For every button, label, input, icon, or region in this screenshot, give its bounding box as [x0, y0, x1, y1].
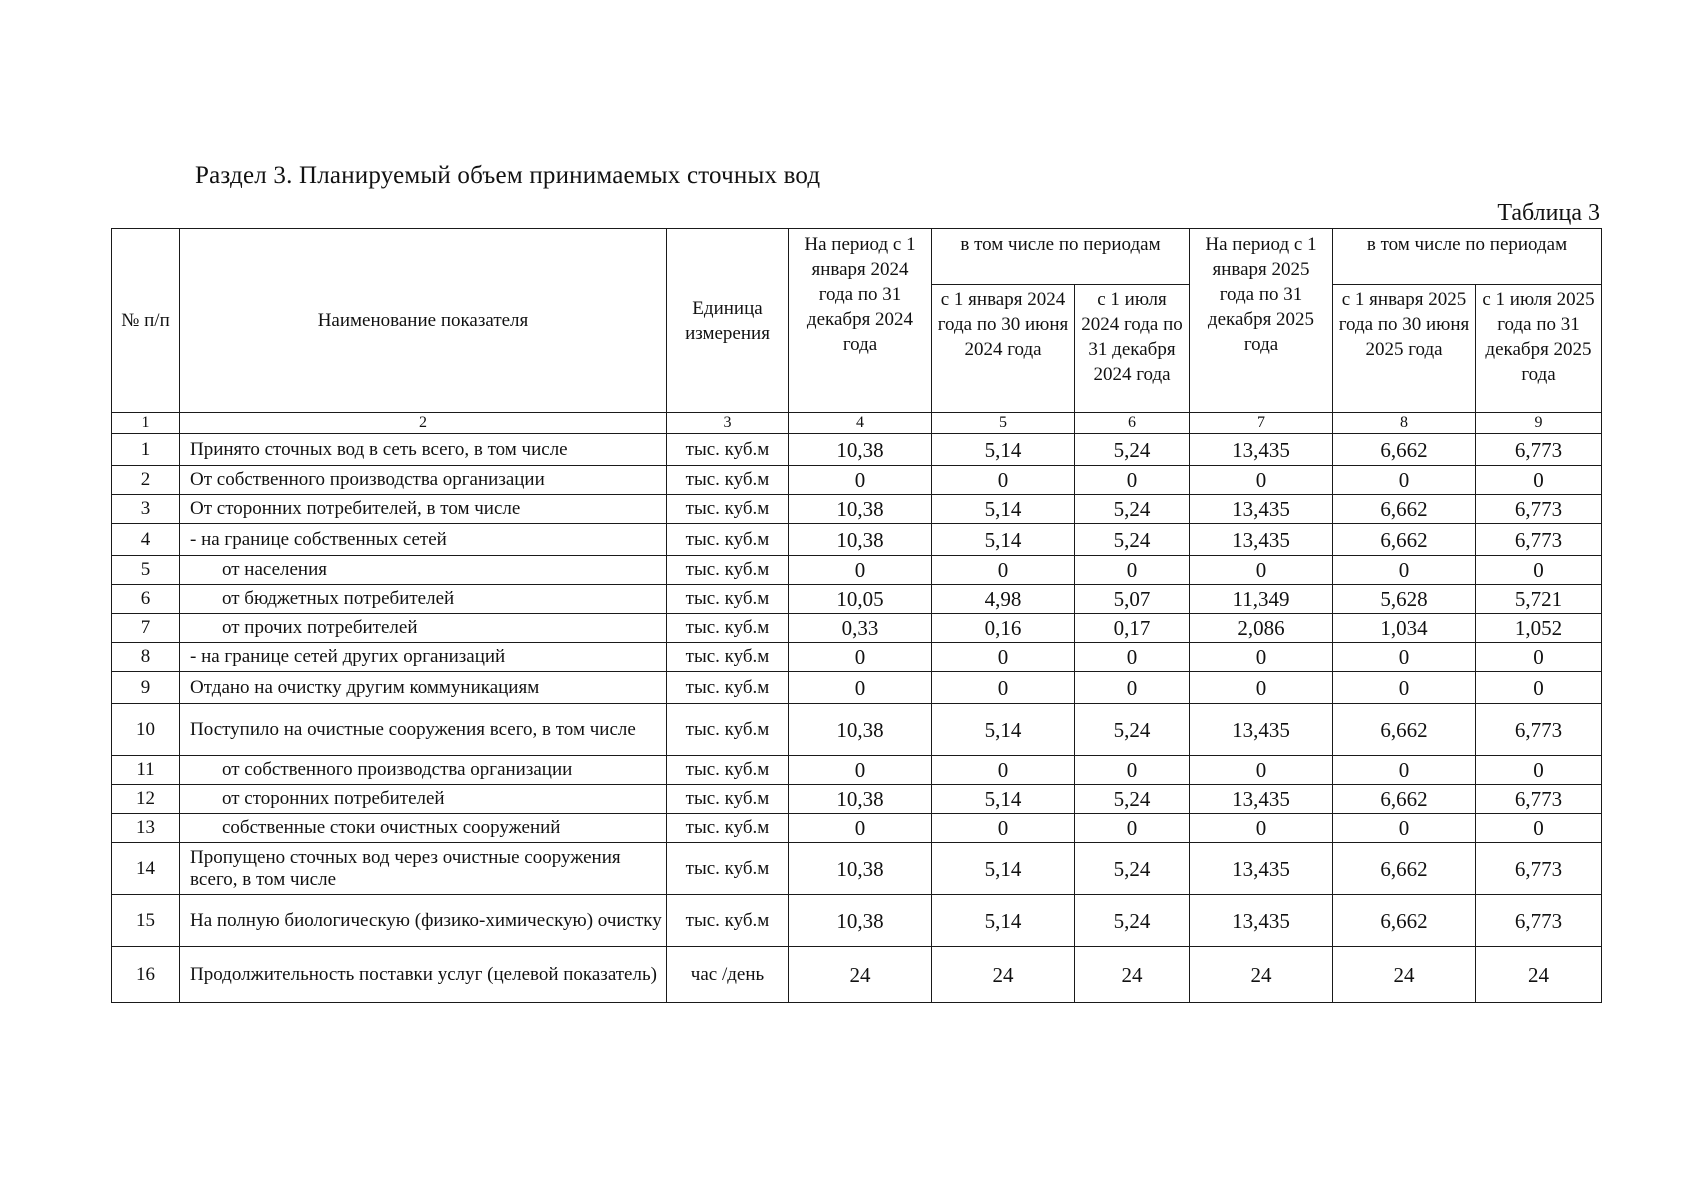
value-cell: 0	[1476, 672, 1602, 704]
indicator-name: Поступило на очистные сооружения всего, в том числе	[180, 704, 667, 756]
unit-cell: тыс. куб.м	[667, 843, 789, 895]
indicator-name: Отдано на очистку другим коммуникациям	[180, 672, 667, 704]
value-cell: 0	[1075, 672, 1190, 704]
value-cell: 10,05	[789, 585, 932, 614]
indicator-name: от собственного производства организации	[180, 756, 667, 785]
value-cell: 13,435	[1190, 495, 1333, 524]
value-cell: 10,38	[789, 785, 932, 814]
value-cell: 0	[789, 814, 932, 843]
value-cell: 10,38	[789, 524, 932, 556]
header-sub-2025: в том числе по периодам	[1333, 229, 1602, 285]
value-cell: 6,773	[1476, 843, 1602, 895]
row-number: 9	[112, 672, 180, 704]
header-period-2025: На период с 1 января 2025 года по 31 декабря 2025 года	[1190, 229, 1333, 413]
value-cell: 6,773	[1476, 434, 1602, 466]
table-row	[112, 947, 1602, 1003]
indicator-name: - на границе собственных сетей	[180, 524, 667, 556]
column-number: 9	[1476, 413, 1602, 434]
table-row	[112, 585, 1602, 614]
value-cell: 5,24	[1075, 524, 1190, 556]
indicator-name: от населения	[180, 556, 667, 585]
section-title: Раздел 3. Планируемый объем принимаемых сточных вод	[195, 162, 821, 189]
value-cell: 6,662	[1333, 704, 1476, 756]
header-unit: Единица измерения	[667, 229, 789, 413]
value-cell: 0	[1190, 466, 1333, 495]
value-cell: 5,14	[932, 843, 1075, 895]
column-number: 6	[1075, 413, 1190, 434]
unit-cell: тыс. куб.м	[667, 895, 789, 947]
table-row	[112, 814, 1602, 843]
value-cell: 24	[1190, 947, 1333, 1003]
value-cell: 13,435	[1190, 843, 1333, 895]
row-number: 3	[112, 495, 180, 524]
value-cell: 0	[1075, 756, 1190, 785]
unit-cell: час /день	[667, 947, 789, 1003]
unit-cell: тыс. куб.м	[667, 585, 789, 614]
table-row	[112, 704, 1602, 756]
value-cell: 5,24	[1075, 495, 1190, 524]
indicator-name: от прочих потребителей	[180, 614, 667, 643]
value-cell: 0	[789, 643, 932, 672]
row-number: 10	[112, 704, 180, 756]
unit-cell: тыс. куб.м	[667, 434, 789, 466]
value-cell: 10,38	[789, 495, 932, 524]
row-number: 4	[112, 524, 180, 556]
unit-cell: тыс. куб.м	[667, 643, 789, 672]
value-cell: 11,349	[1190, 585, 1333, 614]
row-number: 8	[112, 643, 180, 672]
value-cell: 1,034	[1333, 614, 1476, 643]
value-cell: 0	[1190, 672, 1333, 704]
value-cell: 0	[932, 814, 1075, 843]
header-name: Наименование показателя	[180, 229, 667, 413]
row-number: 12	[112, 785, 180, 814]
row-number: 7	[112, 614, 180, 643]
value-cell: 5,628	[1333, 585, 1476, 614]
column-numbers-row	[112, 413, 1602, 434]
value-cell: 0	[1476, 756, 1602, 785]
value-cell: 0	[1075, 556, 1190, 585]
value-cell: 6,662	[1333, 843, 1476, 895]
row-number: 14	[112, 843, 180, 895]
unit-cell: тыс. куб.м	[667, 704, 789, 756]
value-cell: 0	[1333, 756, 1476, 785]
column-number: 7	[1190, 413, 1333, 434]
value-cell: 0	[932, 672, 1075, 704]
value-cell: 5,14	[932, 704, 1075, 756]
value-cell: 0	[932, 643, 1075, 672]
value-cell: 24	[789, 947, 932, 1003]
row-number: 5	[112, 556, 180, 585]
header-period-2024: На период с 1 января 2024 года по 31 декабря 2024 года	[789, 229, 932, 413]
header-num: № п/п	[112, 229, 180, 413]
table-label: Таблица 3	[1497, 200, 1600, 226]
header-sub-2024: в том числе по периодам	[932, 229, 1190, 285]
unit-cell: тыс. куб.м	[667, 614, 789, 643]
value-cell: 24	[1333, 947, 1476, 1003]
indicator-name: от сторонних потребителей	[180, 785, 667, 814]
value-cell: 13,435	[1190, 524, 1333, 556]
value-cell: 5,14	[932, 524, 1075, 556]
value-cell: 10,38	[789, 843, 932, 895]
value-cell: 6,662	[1333, 524, 1476, 556]
column-number: 3	[667, 413, 789, 434]
value-cell: 6,773	[1476, 895, 1602, 947]
table-row	[112, 495, 1602, 524]
value-cell: 5,24	[1075, 895, 1190, 947]
value-cell: 13,435	[1190, 704, 1333, 756]
value-cell: 0	[789, 756, 932, 785]
unit-cell: тыс. куб.м	[667, 814, 789, 843]
value-cell: 5,14	[932, 495, 1075, 524]
indicator-name: От сторонних потребителей, в том числе	[180, 495, 667, 524]
value-cell: 24	[1075, 947, 1190, 1003]
value-cell: 2,086	[1190, 614, 1333, 643]
value-cell: 0	[1190, 556, 1333, 585]
row-number: 2	[112, 466, 180, 495]
row-number: 13	[112, 814, 180, 843]
value-cell: 0	[789, 556, 932, 585]
value-cell: 13,435	[1190, 785, 1333, 814]
value-cell: 5,14	[932, 434, 1075, 466]
indicator-name: Пропущено сточных вод через очистные сооружения всего, в том числе	[180, 843, 667, 895]
header-h2-2025: с 1 июля 2025 года по 31 декабря 2025 года	[1476, 285, 1602, 413]
value-cell: 0,16	[932, 614, 1075, 643]
value-cell: 0	[1075, 643, 1190, 672]
unit-cell: тыс. куб.м	[667, 495, 789, 524]
value-cell: 24	[1476, 947, 1602, 1003]
table-body	[112, 413, 1602, 1003]
value-cell: 6,773	[1476, 495, 1602, 524]
value-cell: 5,14	[932, 895, 1075, 947]
value-cell: 0	[1190, 756, 1333, 785]
value-cell: 0	[1333, 466, 1476, 495]
table-row	[112, 434, 1602, 466]
row-number: 15	[112, 895, 180, 947]
indicator-name: Продолжительность поставки услуг (целевой показатель)	[180, 947, 667, 1003]
value-cell: 0	[932, 756, 1075, 785]
table-row	[112, 756, 1602, 785]
unit-cell: тыс. куб.м	[667, 785, 789, 814]
indicator-name: На полную биологическую (физико-химическую) очистку	[180, 895, 667, 947]
value-cell: 0	[1333, 556, 1476, 585]
table-row	[112, 614, 1602, 643]
value-cell: 0,17	[1075, 614, 1190, 643]
header-h1-2024: с 1 января 2024 года по 30 июня 2024 года	[932, 285, 1075, 413]
value-cell: 13,435	[1190, 434, 1333, 466]
value-cell: 5,24	[1075, 843, 1190, 895]
row-number: 11	[112, 756, 180, 785]
indicator-name: От собственного производства организации	[180, 466, 667, 495]
value-cell: 5,721	[1476, 585, 1602, 614]
unit-cell: тыс. куб.м	[667, 756, 789, 785]
value-cell: 0	[1333, 672, 1476, 704]
value-cell: 1,052	[1476, 614, 1602, 643]
indicator-name: собственные стоки очистных сооружений	[180, 814, 667, 843]
value-cell: 0	[1333, 643, 1476, 672]
value-cell: 0	[1476, 814, 1602, 843]
row-number: 6	[112, 585, 180, 614]
value-cell: 6,662	[1333, 495, 1476, 524]
table-row	[112, 785, 1602, 814]
table-row	[112, 643, 1602, 672]
unit-cell: тыс. куб.м	[667, 556, 789, 585]
unit-cell: тыс. куб.м	[667, 466, 789, 495]
indicator-name: - на границе сетей других организаций	[180, 643, 667, 672]
table-row	[112, 895, 1602, 947]
table-row	[112, 672, 1602, 704]
header-h1-2025: с 1 января 2025 года по 30 июня 2025 года	[1333, 285, 1476, 413]
value-cell: 0,33	[789, 614, 932, 643]
value-cell: 0	[1075, 466, 1190, 495]
column-number: 2	[180, 413, 667, 434]
column-number: 8	[1333, 413, 1476, 434]
unit-cell: тыс. куб.м	[667, 524, 789, 556]
value-cell: 5,14	[932, 785, 1075, 814]
column-number: 4	[789, 413, 932, 434]
value-cell: 6,773	[1476, 704, 1602, 756]
value-cell: 0	[932, 466, 1075, 495]
value-cell: 5,24	[1075, 785, 1190, 814]
indicator-name: от бюджетных потребителей	[180, 585, 667, 614]
value-cell: 0	[1190, 643, 1333, 672]
value-cell: 6,662	[1333, 785, 1476, 814]
value-cell: 0	[1190, 814, 1333, 843]
value-cell: 0	[932, 556, 1075, 585]
value-cell: 5,24	[1075, 434, 1190, 466]
value-cell: 0	[1476, 556, 1602, 585]
value-cell: 0	[1476, 643, 1602, 672]
unit-cell: тыс. куб.м	[667, 672, 789, 704]
data-table	[111, 228, 1602, 1003]
value-cell: 0	[1476, 466, 1602, 495]
value-cell: 0	[789, 672, 932, 704]
value-cell: 13,435	[1190, 895, 1333, 947]
row-number: 1	[112, 434, 180, 466]
table-header	[112, 229, 1602, 413]
table-row	[112, 524, 1602, 556]
value-cell: 10,38	[789, 704, 932, 756]
value-cell: 5,07	[1075, 585, 1190, 614]
column-number: 1	[112, 413, 180, 434]
value-cell: 5,24	[1075, 704, 1190, 756]
value-cell: 10,38	[789, 895, 932, 947]
value-cell: 0	[1075, 814, 1190, 843]
value-cell: 6,773	[1476, 524, 1602, 556]
value-cell: 24	[932, 947, 1075, 1003]
row-number: 16	[112, 947, 180, 1003]
value-cell: 10,38	[789, 434, 932, 466]
value-cell: 6,662	[1333, 895, 1476, 947]
value-cell: 0	[1333, 814, 1476, 843]
table-row	[112, 466, 1602, 495]
table-row	[112, 843, 1602, 895]
value-cell: 4,98	[932, 585, 1075, 614]
column-number: 5	[932, 413, 1075, 434]
value-cell: 6,662	[1333, 434, 1476, 466]
value-cell: 6,773	[1476, 785, 1602, 814]
header-h2-2024: с 1 июля 2024 года по 31 декабря 2024 года	[1075, 285, 1190, 413]
value-cell: 0	[789, 466, 932, 495]
indicator-name: Принято сточных вод в сеть всего, в том числе	[180, 434, 667, 466]
table-row	[112, 556, 1602, 585]
